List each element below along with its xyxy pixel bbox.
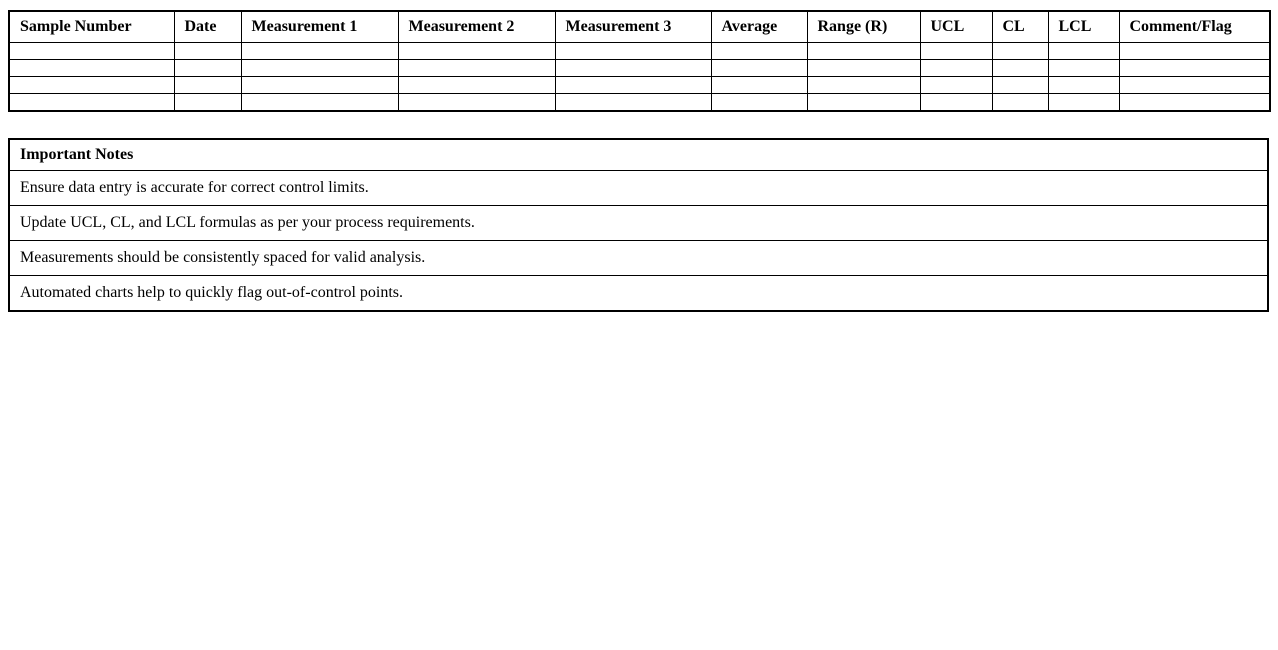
data-cell[interactable] — [807, 94, 920, 112]
data-cell[interactable] — [1119, 60, 1270, 77]
data-cell[interactable] — [920, 94, 992, 112]
data-cell[interactable] — [992, 94, 1048, 112]
column-header-cl: CL — [992, 11, 1048, 43]
data-cell[interactable] — [807, 77, 920, 94]
data-cell[interactable] — [807, 43, 920, 60]
column-header-sample-number: Sample Number — [9, 11, 174, 43]
data-cell[interactable] — [1119, 43, 1270, 60]
data-cell[interactable] — [711, 43, 807, 60]
note-row — [9, 171, 1268, 206]
data-cell[interactable] — [920, 60, 992, 77]
column-header-measurement-3: Measurement 3 — [555, 11, 711, 43]
data-cell[interactable] — [555, 60, 711, 77]
data-cell[interactable] — [241, 43, 398, 60]
data-row — [9, 60, 1270, 77]
data-cell[interactable] — [1048, 77, 1119, 94]
column-header-comment-flag: Comment/Flag — [1119, 11, 1270, 43]
control-chart-data-table — [8, 10, 1271, 112]
column-header-measurement-1: Measurement 1 — [241, 11, 398, 43]
data-cell[interactable] — [398, 60, 555, 77]
data-cell[interactable] — [241, 77, 398, 94]
data-cell[interactable] — [398, 94, 555, 112]
data-cell[interactable] — [1048, 60, 1119, 77]
data-cell[interactable] — [174, 94, 241, 112]
column-header-average: Average — [711, 11, 807, 43]
data-cell[interactable] — [711, 60, 807, 77]
data-cell[interactable] — [555, 94, 711, 112]
column-header-range: Range (R) — [807, 11, 920, 43]
column-header-date: Date — [174, 11, 241, 43]
data-row — [9, 77, 1270, 94]
note-item: Ensure data entry is accurate for correct control limits. — [9, 171, 1268, 206]
data-cell[interactable] — [807, 60, 920, 77]
data-row — [9, 94, 1270, 112]
data-cell[interactable] — [992, 77, 1048, 94]
note-item: Measurements should be consistently spaced for valid analysis. — [9, 241, 1268, 276]
data-cell[interactable] — [1119, 77, 1270, 94]
data-row — [9, 43, 1270, 60]
important-notes-table — [8, 138, 1269, 312]
note-row — [9, 241, 1268, 276]
note-item: Automated charts help to quickly flag out-of-control points. — [9, 276, 1268, 312]
notes-title: Important Notes — [9, 139, 1268, 171]
data-cell[interactable] — [174, 43, 241, 60]
data-cell[interactable] — [9, 94, 174, 112]
notes-header-row — [9, 139, 1268, 171]
data-cell[interactable] — [398, 77, 555, 94]
data-cell[interactable] — [555, 43, 711, 60]
data-cell[interactable] — [711, 94, 807, 112]
data-cell[interactable] — [1048, 43, 1119, 60]
data-cell[interactable] — [711, 77, 807, 94]
data-cell[interactable] — [1119, 94, 1270, 112]
data-cell[interactable] — [9, 77, 174, 94]
data-cell[interactable] — [555, 77, 711, 94]
data-cell[interactable] — [174, 77, 241, 94]
data-cell[interactable] — [1048, 94, 1119, 112]
data-cell[interactable] — [9, 60, 174, 77]
header-row — [9, 11, 1270, 43]
column-header-measurement-2: Measurement 2 — [398, 11, 555, 43]
data-cell[interactable] — [920, 43, 992, 60]
note-row — [9, 206, 1268, 241]
data-cell[interactable] — [9, 43, 174, 60]
note-row — [9, 276, 1268, 312]
column-header-lcl: LCL — [1048, 11, 1119, 43]
data-cell[interactable] — [992, 43, 1048, 60]
note-item: Update UCL, CL, and LCL formulas as per your process requirements. — [9, 206, 1268, 241]
data-rows — [9, 43, 1270, 112]
data-cell[interactable] — [241, 60, 398, 77]
data-cell[interactable] — [241, 94, 398, 112]
data-cell[interactable] — [920, 77, 992, 94]
data-cell[interactable] — [992, 60, 1048, 77]
data-cell[interactable] — [398, 43, 555, 60]
data-cell[interactable] — [174, 60, 241, 77]
column-header-ucl: UCL — [920, 11, 992, 43]
